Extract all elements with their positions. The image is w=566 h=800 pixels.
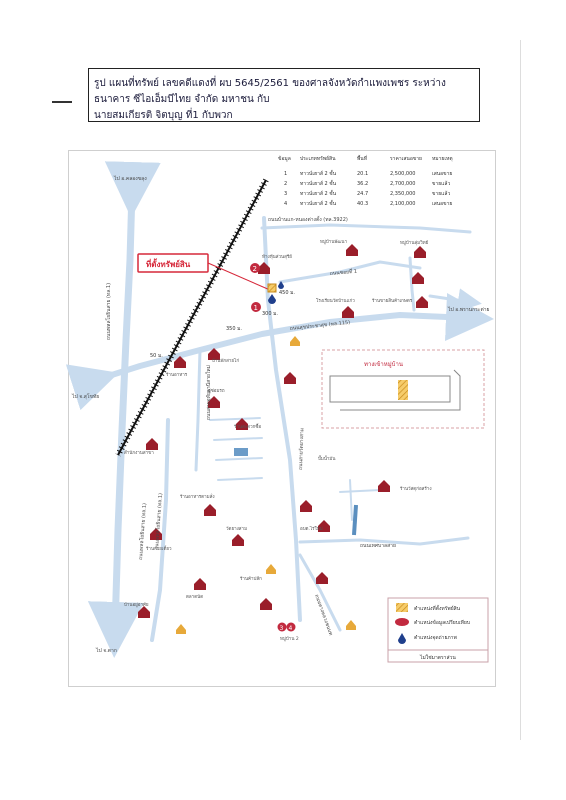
svg-text:บ้านอยู่อาศัย: บ้านอยู่อาศัย: [124, 603, 149, 608]
svg-text:350 ม.: 350 ม.: [226, 326, 243, 332]
title-line-2: ธนาคาร ซีไอเอ็มบีไทย จำกัด มหาชน กับ: [94, 94, 270, 105]
hatched-square-icon: [396, 603, 408, 612]
main-road: [96, 315, 470, 380]
table-cell: 1: [284, 171, 288, 177]
svg-text:ตลาดนัด: ตลาดนัด: [186, 595, 204, 600]
table-cell: 2,700,000: [390, 181, 416, 187]
svg-text:ร้านสะดวกซื้อ: ร้านสะดวกซื้อ: [234, 425, 262, 430]
table-header-0: ข้อมูล: [278, 156, 291, 162]
table-cell: ทาวน์เฮาส์ 2 ชั้น: [300, 191, 337, 197]
legend-label-property: ตำแหน่งที่ตั้งทรัพย์สิน: [414, 606, 461, 612]
table-cell: 2: [284, 181, 288, 187]
table-cell: 24.7: [357, 191, 369, 197]
svg-text:บ้านพักสายไก่: บ้านพักสายไก่: [212, 359, 240, 364]
detail-inset: [322, 350, 484, 428]
table-cell: 2,100,000: [390, 201, 416, 207]
table-cell: ทาวน์เฮาส์ 2 ชั้น: [300, 201, 337, 207]
table-cell: 40.3: [357, 201, 369, 207]
table-cell: ขายแล้ว: [432, 181, 451, 187]
table-cell: เสนอขาย: [432, 171, 453, 177]
diag-road: [300, 555, 340, 630]
table-cell: เสนอขาย: [432, 201, 453, 207]
road-label-top: ถนนบ้านแก-หนองต่างตั้ง (ทล.3922): [268, 217, 348, 223]
road-label-left-v3: ถนนพหลโยธินสาย (ทล.1): [154, 492, 164, 551]
road-label-left-v2: ถนนพหลโยธินสาย (ทล.1): [138, 502, 148, 561]
svg-text:ร้านขายสินค้าเกษตร: ร้านขายสินค้าเกษตร: [372, 299, 413, 304]
property-callout-text: ที่ตั้งทรัพย์สิน: [146, 260, 191, 269]
road-label-side1: ถนนซอยที่ 1: [329, 268, 358, 277]
table-header-3: ราคาเสนอขาย: [390, 156, 422, 162]
direction-bottom-left: ไป จ.ตาก: [96, 648, 117, 654]
svg-text:ปั๊มน้ำมัน: ปั๊มน้ำมัน: [318, 457, 336, 462]
svg-text:4: 4: [288, 625, 293, 632]
table-header-4: หมายเหตุ: [432, 156, 453, 162]
svg-text:50 ม.: 50 ม.: [150, 353, 163, 359]
direction-top-left: ไป อ.คลองขลุง: [114, 176, 147, 182]
title-line-3: นายสมเกียรติ จิตบุญ ที่1 กับพวก: [94, 110, 233, 121]
svg-text:สำนักงานสาขา: สำนักงานสาขา: [124, 451, 154, 456]
svg-text:โรงเรียนวัดบ้านแก่ว: โรงเรียนวัดบ้านแก่ว: [316, 299, 355, 304]
svg-text:หมู่บ้าน 2: หมู่บ้าน 2: [280, 637, 299, 642]
svg-text:300 ม.: 300 ม.: [262, 311, 279, 317]
comparison-table: [278, 153, 453, 207]
svg-text:หมู่บ้านพัฒนา: หมู่บ้านพัฒนา: [320, 240, 348, 245]
map-legend: [388, 598, 488, 662]
table-header-1: ประเภททรัพย์สิน: [300, 156, 336, 162]
pond: [234, 448, 248, 456]
table-cell: 2,500,000: [390, 171, 416, 177]
svg-text:ร้านก๋วยเตี๋ยว: ร้านก๋วยเตี๋ยว: [146, 547, 172, 552]
road-label-diag: ถนนทางหลวงชนบท: [313, 593, 334, 637]
svg-text:ร้านวัสดุก่อสร้าง: ร้านวัสดุก่อสร้าง: [400, 487, 432, 492]
table-cell: 20.1: [357, 171, 369, 177]
road-label-main: ถนนสุขประชาสุข (ทล.115): [289, 319, 351, 332]
svg-text:อู่ซ่อมรถ: อู่ซ่อมรถ: [208, 389, 225, 394]
table-cell: ขายแล้ว: [432, 191, 451, 197]
road-label-mid-vertical: ถนนสายวัดยางสาม: [298, 427, 306, 471]
legend-label-photo: ตำแหน่งจุดถ่ายภาพ: [414, 635, 457, 641]
legend-label-comparison: ตำแหน่งข้อมูลเปรียบเทียบ: [414, 620, 470, 626]
road-label-left-v1: ถนนสายอุทัยธานีสายใหม่: [206, 365, 212, 420]
svg-text:อบต.ไร่ใหม่: อบต.ไร่ใหม่: [300, 527, 323, 532]
title-line-1: รูป แผนที่ทรัพย์ เลขคดีแดงที่ ผบ 5645/2561 ของศาลจังหวัดกำแพงเพชร ระหว่าง: [94, 78, 446, 89]
table-cell: 4: [284, 201, 288, 207]
railway: [118, 180, 266, 455]
svg-text:450 ม.: 450 ม.: [279, 290, 296, 296]
right-branch-road: [430, 296, 470, 302]
table-cell: 2,350,000: [390, 191, 416, 197]
table-header-2: พื้นที่: [357, 156, 368, 162]
svg-text:หมู่บ้านลุ่มวิทย์: หมู่บ้านลุ่มวิทย์: [400, 241, 429, 246]
direction-right: ไป อ.พรานกระต่าย: [448, 307, 490, 313]
svg-text:วัดยางสาม: วัดยางสาม: [226, 527, 248, 532]
red-oval-icon: [395, 618, 409, 626]
water-canal: [354, 505, 356, 535]
svg-text:ร้านอาหาร: ร้านอาหาร: [166, 373, 188, 378]
svg-text:ร้านอาหารตามสั่ง: ร้านอาหารตามสั่ง: [180, 495, 215, 500]
property-location: [268, 284, 276, 292]
svg-text:1: 1: [253, 304, 258, 312]
svg-text:2: 2: [252, 265, 257, 273]
left-highway: [115, 190, 132, 630]
scale-note: ไม่ใช่มาตราส่วน: [420, 655, 456, 661]
top-road: [262, 225, 470, 232]
direction-left: ไป จ.สุโขทัย: [72, 394, 100, 400]
table-cell: ทาวน์เฮาส์ 2 ชั้น: [300, 181, 337, 187]
table-cell: ทาวน์เฮาส์ 2 ชั้น: [300, 171, 337, 177]
svg-text:3: 3: [279, 625, 284, 632]
property-callout: [138, 254, 270, 290]
table-cell: 36.2: [357, 181, 369, 187]
svg-text:ร้านค้าปลีก: ร้านค้าปลีก: [240, 577, 262, 582]
road-label-left-highway: ถนนพหลโยธินสาย (ทล.1): [106, 282, 112, 340]
svg-text:ห้างหุ้นส่วนสุรีย์: ห้างหุ้นส่วนสุรีย์: [262, 255, 292, 260]
detail-inset-label: ทางเข้าหมู่บ้าน: [364, 361, 403, 368]
table-cell: 3: [284, 191, 288, 197]
place-labels: [124, 239, 432, 642]
road-label-bottom: ถนนเทศบาลสาย: [360, 543, 396, 549]
